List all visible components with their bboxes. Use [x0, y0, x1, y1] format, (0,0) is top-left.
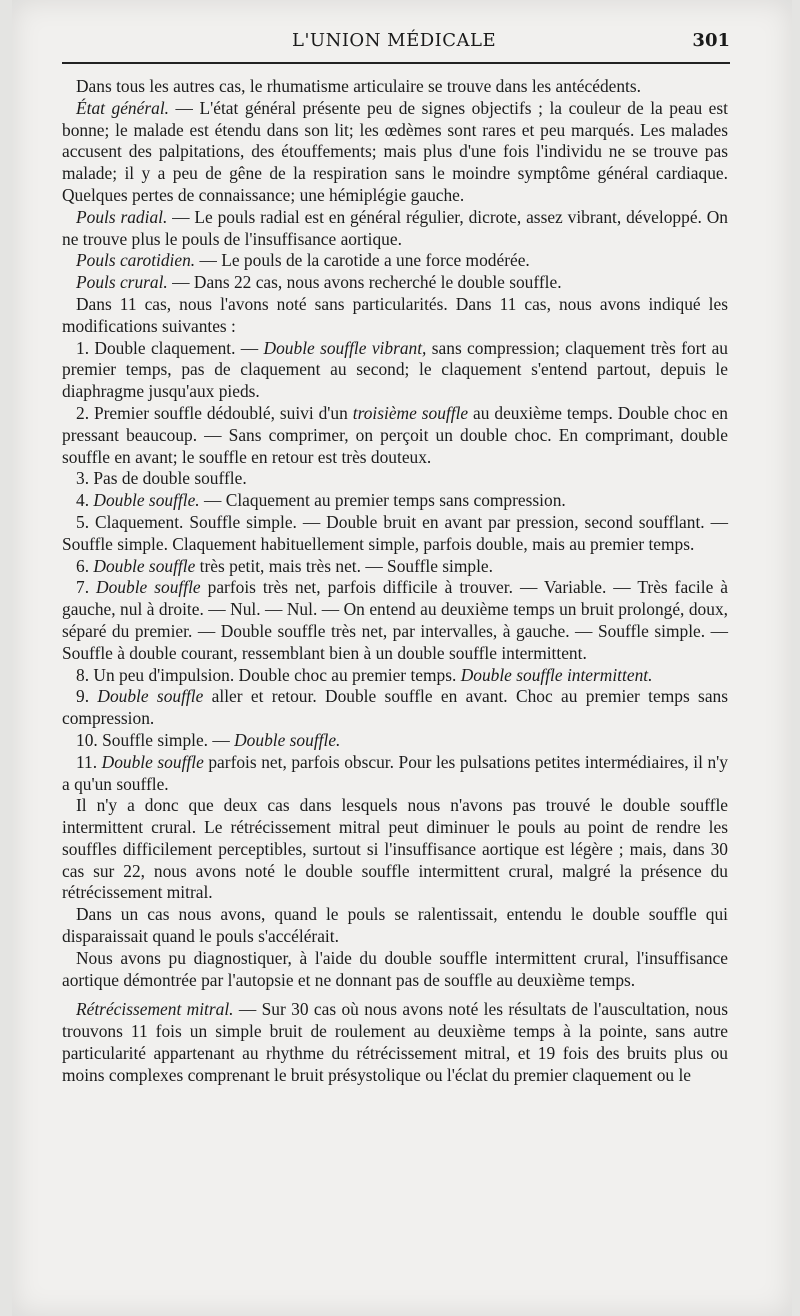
italic-text: Double souffle vibrant,	[263, 337, 427, 358]
text-run: 10. Souffle simple. —	[76, 729, 235, 750]
italic-text: Double souffle.	[234, 729, 341, 750]
text-run: — Le pouls radial est en général régulier, dicrote, assez vibrant, développé. On ne trouve plus le pouls de l'insuffisance aortique.	[62, 206, 728, 249]
italic-text: Pouls crural.	[76, 272, 168, 293]
paragraph	[62, 512, 728, 556]
italic-text: Double souffle	[101, 751, 204, 772]
italic-text: Double souffle	[97, 686, 204, 707]
paragraph	[62, 665, 728, 687]
text-run: Dans tous les autres cas, le rhumatisme articulaire se trouve dans les antécédents.	[76, 76, 642, 96]
paragraph	[62, 686, 728, 730]
paragraph	[62, 948, 728, 992]
text-run: 4.	[76, 490, 94, 511]
running-header	[62, 30, 730, 60]
paragraph	[62, 999, 728, 1086]
italic-text: Double souffle.	[93, 490, 200, 511]
text-run: Dans 11 cas, nous l'avons noté sans particularités. Dans 11 cas, nous avons indiqué les modifications suivantes :	[62, 293, 728, 336]
italic-text: Double souffle	[96, 577, 201, 598]
paragraph	[62, 577, 728, 664]
paragraph	[62, 272, 728, 294]
text-run: très petit, mais très net. — Souffle simple.	[195, 555, 493, 576]
text-run: parfois net, parfois obscur. Pour les pulsations petites intermédiaires, il n'y a qu'un souffle.	[62, 751, 728, 794]
italic-text: Rétrécissement mitral.	[76, 999, 234, 1020]
text-run: parfois très net, parfois difficile à trouver. — Variable. — Très facile à gauche, nul à droite. — Nul. — Nul. — On entend au deuxième temps un bruit prolongé, doux, séparé du premier. — Double souffle très net, par intervalles, à gauche. — Souffle simple. — Souffle à double courant, ressemblant bien à un double souffle intermittent.	[62, 577, 729, 663]
paragraph	[62, 556, 728, 578]
text-run: 2. Premier souffle dédoublé, suivi d'un	[76, 402, 353, 423]
text-run: Nous avons pu diagnostiquer, à l'aide du double souffle intermittent crural, l'insuffisance aortique démontrée par l'autopsie et ne donnant pas de souffle au deuxième temps.	[62, 947, 728, 990]
paragraph	[62, 795, 728, 904]
text-run: — Sur 30 cas où nous avons noté les résultats de l'auscultation, nous trouvons 11 fois un simple bruit de roulement au deuxième temps à la pointe, sans autre particularité appartenant au rhythme du rétrécissement mitral, et 19 fois des bruits plus ou moins complexes comprenant le bruit présystolique ou l'éclat du premier claquement ou le	[62, 999, 728, 1085]
text-run: au deuxième temps. Double choc en pressant beaucoup. — Sans comprimer, on perçoit un double choc. En comprimant, double souffle en avant; le souffle en retour est très douteux.	[62, 402, 728, 467]
italic-text: Pouls carotidien.	[76, 250, 196, 271]
text-run: — Claquement au premier temps sans compression.	[199, 490, 566, 511]
paragraph	[62, 468, 728, 490]
running-title: L'UNION MÉDICALE	[292, 30, 497, 51]
paragraph	[62, 76, 728, 98]
paragraph	[62, 403, 728, 468]
text-run: — Le pouls de la carotide a une force modérée.	[195, 250, 530, 271]
paragraph	[62, 730, 728, 752]
paragraph	[62, 490, 728, 512]
text-run: 8. Un peu d'impulsion. Double choc au premier temps.	[76, 664, 461, 685]
italic-text: État général.	[76, 97, 169, 118]
page-number: 301	[692, 30, 730, 51]
text-run: 1. Double claquement. —	[76, 337, 264, 358]
text-run: 6.	[76, 555, 94, 576]
header-rule	[62, 62, 730, 64]
text-run: 3. Pas de double souffle.	[76, 468, 247, 489]
text-run: sans compression; claquement très fort au premier temps, pas de claquement au second; le claquement s'entend partout, depuis le diaphragme jusqu'aux pieds.	[62, 337, 728, 402]
text-run: aller et retour. Double souffle en avant. Choc au premier temps sans compression.	[62, 686, 729, 729]
paragraph	[62, 752, 728, 796]
paragraph	[62, 338, 728, 403]
text-run: — L'état général présente peu de signes objectifs ; la couleur de la peau est bonne; le malade est étendu dans son lit; les œdèmes sont rares et peu marqués. Les malades accusent des palpitations, des étouffements; mais plus d'une fois l'individu ne se trouve pas malade; il y a peu de gêne de la respiration sans le moindre symptôme général cardiaque. Quelques pertes de connaissance; une hémiplégie gauche.	[62, 97, 728, 205]
italic-text: Double souffle intermittent.	[460, 664, 653, 685]
text-run: 11.	[76, 751, 102, 772]
text-run: 5. Claquement. Souffle simple. — Double bruit en avant par pression, second soufflant. — Souffle simple. Claquement habituellement simple, parfois double, mais au premier temps.	[62, 511, 728, 554]
paragraph	[62, 207, 728, 251]
paragraph	[62, 904, 728, 948]
text-run: Dans un cas nous avons, quand le pouls se ralentissait, entendu le double souffle qui disparaissait quand le pouls s'accélérait.	[62, 904, 728, 947]
text-run: 7.	[76, 577, 97, 598]
italic-text: troisième souffle	[352, 402, 469, 423]
paragraph	[62, 98, 728, 207]
paragraph	[62, 294, 728, 338]
body-text	[62, 76, 728, 1087]
text-run: 9.	[76, 686, 98, 707]
italic-text: Double souffle	[93, 555, 196, 576]
text-run: Il n'y a donc que deux cas dans lesquels nous n'avons pas trouvé le double souffle intermittent crural. Le rétrécissement mitral peut diminuer le pouls au point de rendre les souffles difficilement perceptibles, surtout si l'insuffisance aortique est légère ; mais, dans 30 cas sur 22, nous avons noté le double souffle intermittent crural, malgré la présence du rétrécissement mitral.	[62, 795, 728, 903]
paragraph	[62, 250, 728, 272]
italic-text: Pouls radial.	[76, 206, 168, 227]
text-run: — Dans 22 cas, nous avons recherché le double souffle.	[167, 272, 562, 293]
